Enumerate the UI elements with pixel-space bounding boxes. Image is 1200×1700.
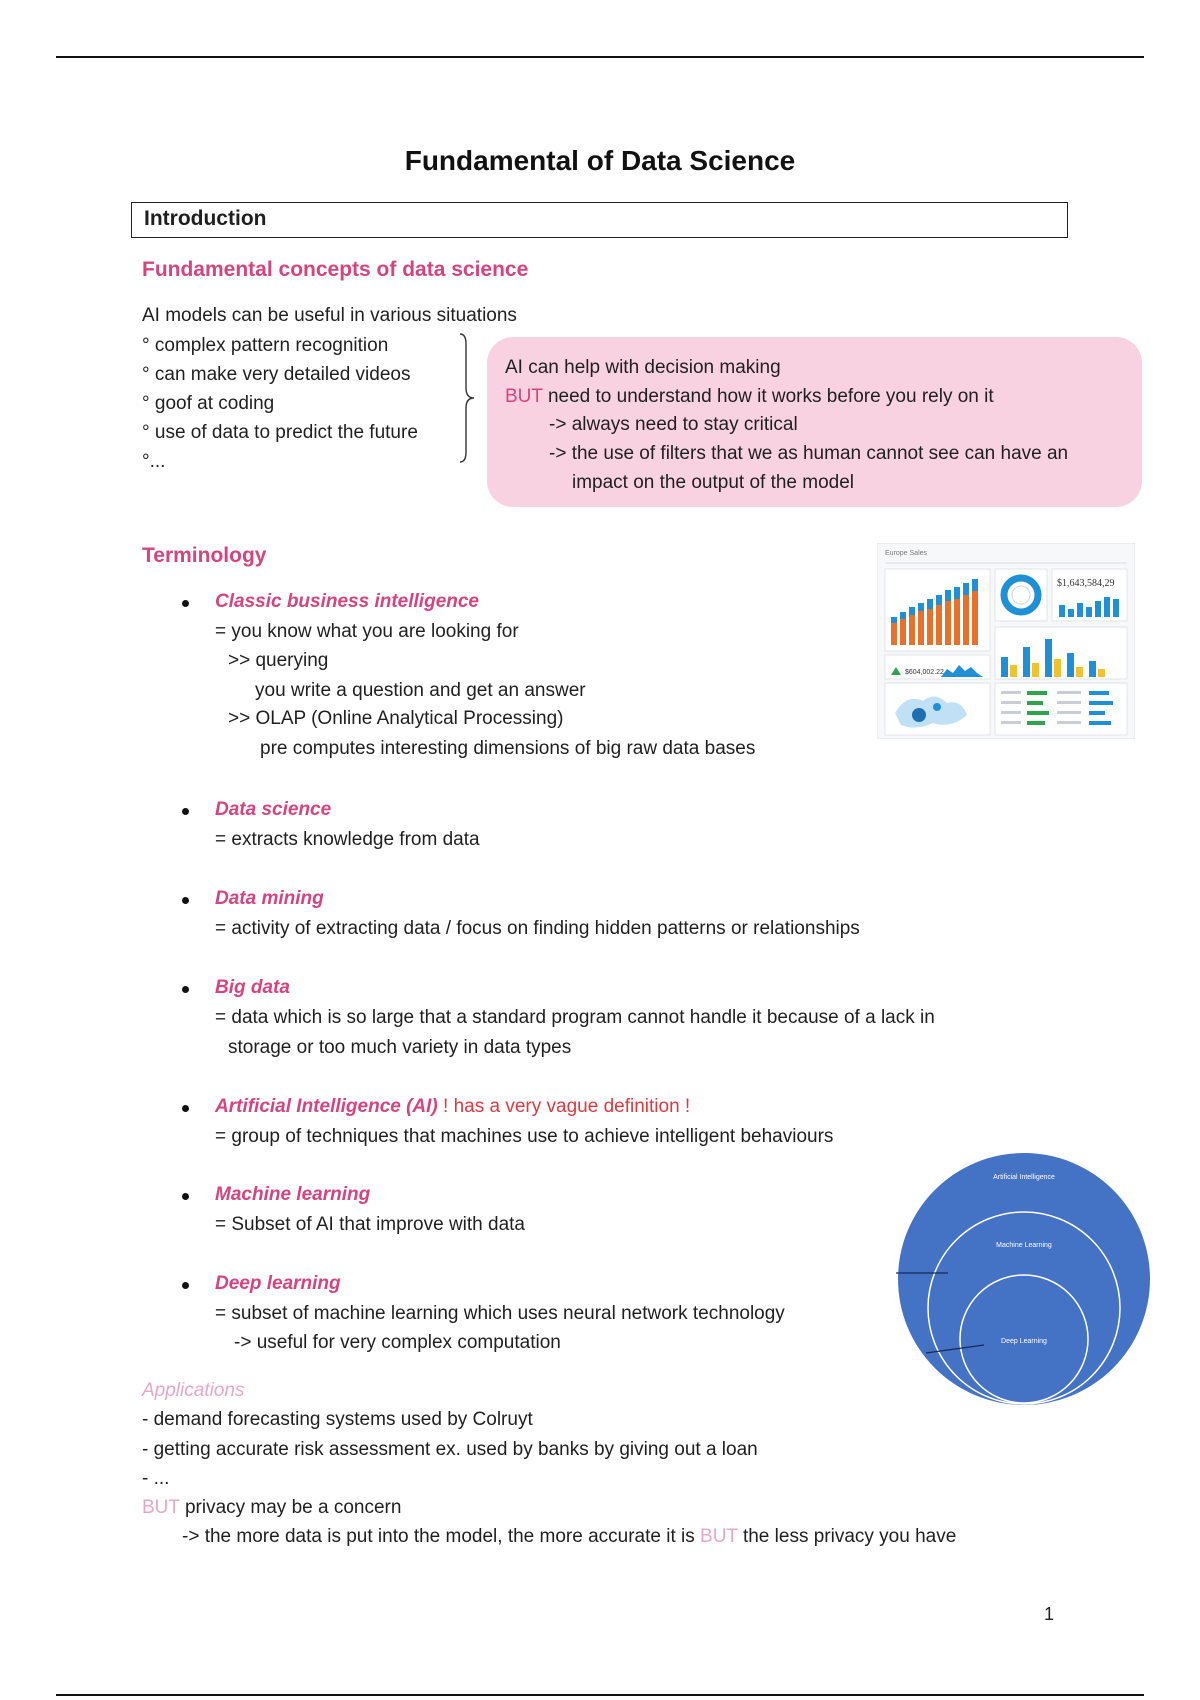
section-header-box bbox=[131, 202, 1068, 238]
dashboard-caption: Europe Sales bbox=[885, 550, 928, 557]
term-bi: Classic business intelligence bbox=[215, 591, 479, 612]
terminology-heading: Terminology bbox=[142, 544, 267, 567]
term-dm: Data mining bbox=[215, 888, 324, 909]
callout-line-3: -> always need to stay critical bbox=[549, 414, 798, 435]
applications-heading: Applications bbox=[142, 1380, 245, 1401]
dashboard-kpi-right: $1,643,584,29 bbox=[1057, 578, 1115, 589]
section-header: Introduction bbox=[144, 207, 267, 230]
privacy-line-2-but: BUT bbox=[700, 1526, 738, 1547]
term-dl-def: = subset of machine learning which uses neural network technology bbox=[215, 1303, 785, 1324]
term-ds-def: = extracts knowledge from data bbox=[215, 829, 480, 850]
ai-use-item: °... bbox=[142, 451, 166, 472]
term-ai-line bbox=[215, 1096, 690, 1118]
callout-line-1: AI can help with decision making bbox=[505, 357, 781, 378]
application-item: - getting accurate risk assessment ex. used by banks by giving out a loan bbox=[142, 1439, 758, 1460]
bullet-dot bbox=[182, 897, 189, 904]
ai-intro: AI models can be useful in various situations bbox=[142, 305, 517, 326]
term-bd-def-1: = data which is so large that a standard program cannot handle it because of a lack in bbox=[215, 1007, 935, 1028]
venn-middle-label: Machine Learning bbox=[996, 1242, 1052, 1249]
privacy-line-2a: -> the more data is put into the model, the more accurate it is bbox=[182, 1526, 701, 1547]
term-ai-note: ! has a very vague definition ! bbox=[437, 1096, 691, 1117]
term-ai: Artificial Intelligence (AI) bbox=[215, 1096, 438, 1117]
venn-outer-label: Artificial Intelligence bbox=[993, 1174, 1055, 1181]
callout-line-2-text: need to understand how it works before you rely on it bbox=[542, 386, 994, 407]
page-number: 1 bbox=[1044, 1604, 1055, 1624]
privacy-but: BUT bbox=[142, 1497, 180, 1518]
term-dm-def: = activity of extracting data / focus on finding hidden patterns or relationships bbox=[215, 918, 860, 939]
bullet-dot bbox=[182, 1282, 189, 1289]
term-ai-def: = group of techniques that machines use to achieve intelligent behaviours bbox=[215, 1126, 834, 1147]
term-ml-def: = Subset of AI that improve with data bbox=[215, 1214, 525, 1235]
dashboard-kpi-left: $604,002.22 bbox=[905, 669, 944, 676]
privacy-line-2b: the less privacy you have bbox=[737, 1526, 957, 1547]
term-bi-sub1-desc: you write a question and get an answer bbox=[255, 680, 586, 701]
bullet-dot bbox=[182, 986, 189, 993]
callout-line-5: impact on the output of the model bbox=[572, 472, 855, 493]
concepts-heading: Fundamental concepts of data science bbox=[142, 258, 529, 281]
application-item: - ... bbox=[142, 1468, 170, 1489]
callout-line-2 bbox=[505, 386, 994, 408]
bullet-dot bbox=[182, 1193, 189, 1200]
bi-dashboard-image bbox=[877, 543, 1135, 739]
ai-use-item: ° can make very detailed videos bbox=[142, 364, 411, 385]
privacy-line-1 bbox=[142, 1497, 401, 1519]
ai-ml-dl-diagram bbox=[896, 1153, 1152, 1405]
term-dl-sub: -> useful for very complex computation bbox=[234, 1332, 561, 1353]
curly-brace-icon bbox=[458, 332, 480, 464]
page-title: Fundamental of Data Science bbox=[404, 145, 796, 176]
term-bi-def: = you know what you are looking for bbox=[215, 621, 519, 642]
term-bi-sub1: >> querying bbox=[228, 650, 329, 671]
term-bi-sub2: >> OLAP (Online Analytical Processing) bbox=[228, 708, 564, 729]
term-bd: Big data bbox=[215, 977, 290, 998]
top-rule bbox=[56, 56, 1144, 58]
bullet-dot bbox=[182, 600, 189, 607]
bottom-rule bbox=[56, 1694, 1144, 1696]
term-bd-def-2: storage or too much variety in data types bbox=[228, 1037, 572, 1058]
term-dl: Deep learning bbox=[215, 1273, 341, 1294]
bullet-dot bbox=[182, 1105, 189, 1112]
venn-inner-label: Deep Learning bbox=[1001, 1338, 1047, 1345]
privacy-line-1-text: privacy may be a concern bbox=[179, 1497, 402, 1518]
application-item: - demand forecasting systems used by Colruyt bbox=[142, 1409, 533, 1430]
ai-use-item: ° complex pattern recognition bbox=[142, 335, 389, 356]
privacy-line-2 bbox=[182, 1526, 956, 1548]
ai-use-item: ° goof at coding bbox=[142, 393, 275, 414]
ai-use-item: ° use of data to predict the future bbox=[142, 422, 418, 443]
term-bi-sub2-desc: pre computes interesting dimensions of big raw data bases bbox=[260, 738, 756, 759]
callout-but: BUT bbox=[505, 386, 543, 407]
callout-box bbox=[487, 337, 1142, 507]
callout-line-4: -> the use of filters that we as human cannot see can have an bbox=[549, 443, 1069, 464]
term-ds: Data science bbox=[215, 799, 332, 820]
bullet-dot bbox=[182, 808, 189, 815]
term-ml: Machine learning bbox=[215, 1184, 371, 1205]
